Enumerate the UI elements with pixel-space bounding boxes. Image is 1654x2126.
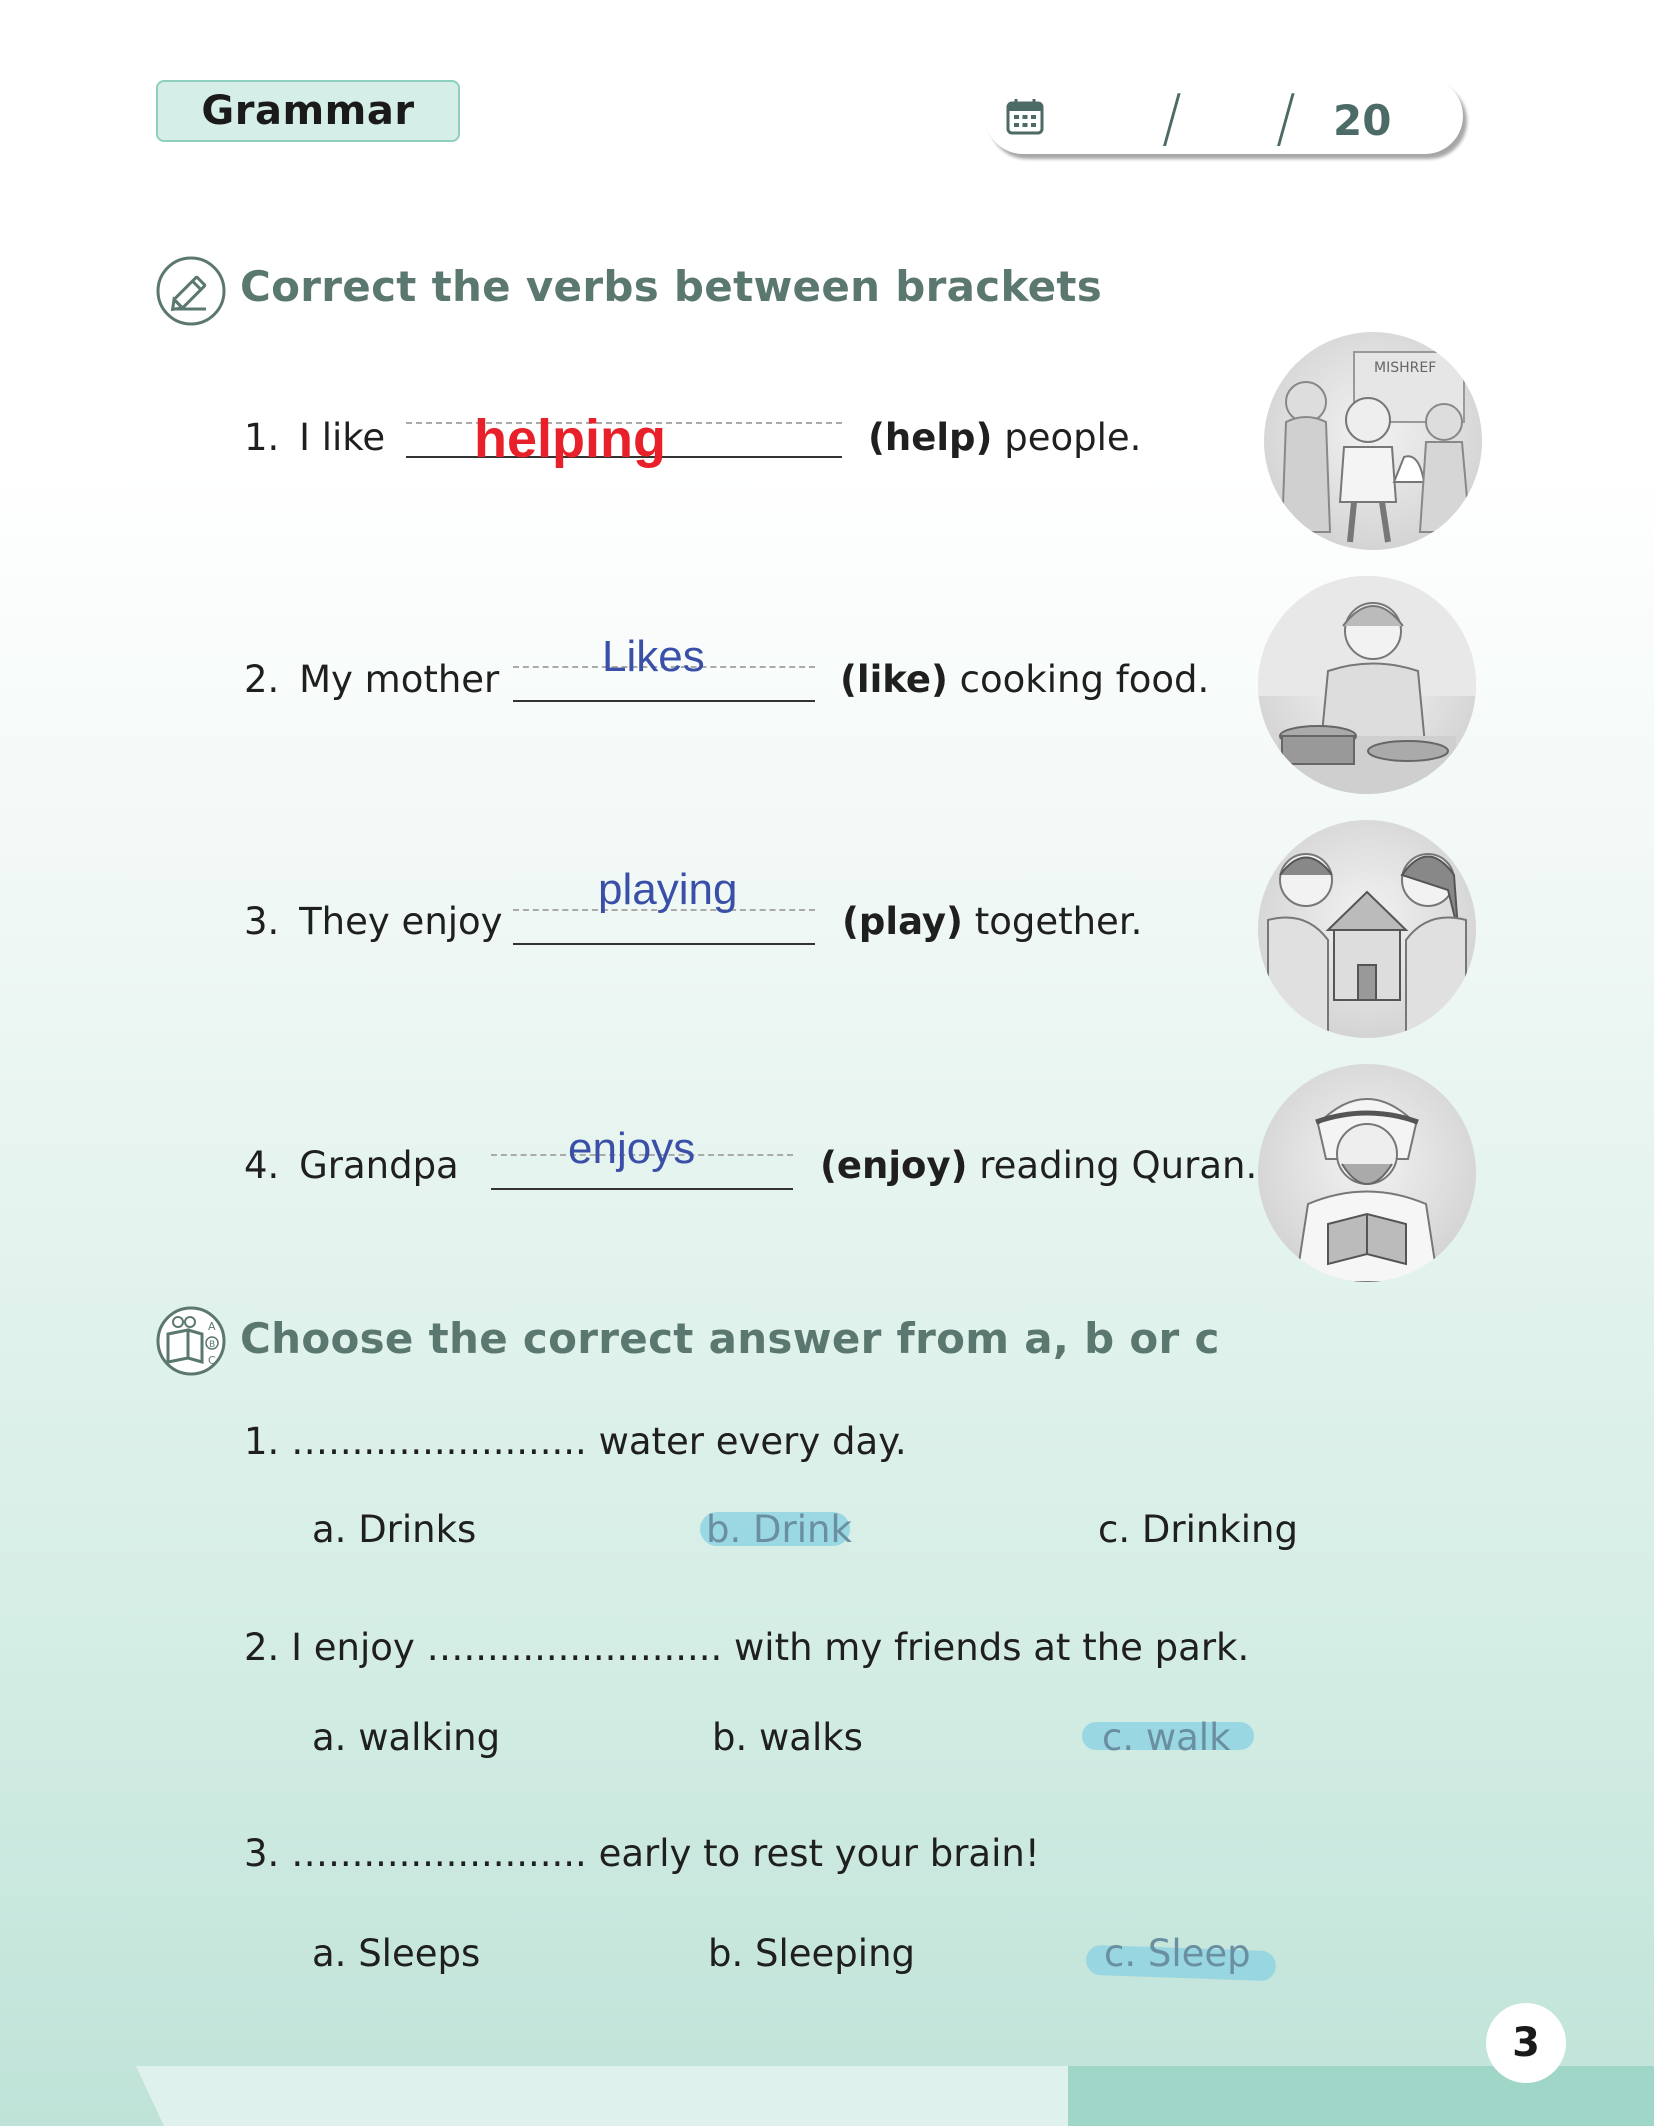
illustration-boy-helping (1264, 332, 1482, 550)
pencil-icon (156, 256, 226, 326)
exercise-a-row-1 (244, 416, 385, 459)
option-2c[interactable]: c. walk (1102, 1716, 1231, 1759)
section-b-title: Choose the correct answer from a, b or c (240, 1314, 1220, 1363)
book-abc-icon (156, 1306, 226, 1376)
exercise-a-row-3-end (842, 900, 1142, 943)
option-3b[interactable]: b. Sleeping (708, 1932, 916, 1975)
option-3c[interactable]: c. Sleep (1104, 1932, 1251, 1975)
svg-text:C: C (208, 1354, 216, 1367)
sentence-end: cooking food. (959, 658, 1210, 701)
option-3a[interactable]: a. Sleeps (312, 1932, 481, 1975)
footer-band-right (1068, 2066, 1654, 2126)
answer-4: enjoys (568, 1124, 696, 1173)
page-number: 3 (1486, 2003, 1566, 2083)
question-2: 2. I enjoy …...................... with my friends at the park. (244, 1626, 1250, 1669)
question-1: 1. …...................... water every day. (244, 1420, 907, 1463)
exercise-a-row-4 (244, 1144, 459, 1187)
illustration-mother-cooking (1258, 576, 1476, 794)
option-1a[interactable]: a. Drinks (312, 1508, 477, 1551)
svg-text:B: B (209, 1340, 216, 1350)
calendar-icon (1005, 96, 1045, 136)
illustration-children-playing (1258, 820, 1476, 1038)
option-2a[interactable]: a. walking (312, 1716, 501, 1759)
item-number: 4. (244, 1144, 280, 1187)
item-number: 2. (244, 658, 280, 701)
date-slash-2: / (1276, 82, 1296, 156)
answer-1: helping (474, 409, 666, 469)
verb-hint: (help) (868, 416, 993, 459)
sentence-start: They enjoy (299, 900, 503, 943)
answer-2: Likes (602, 632, 705, 681)
svg-text:A: A (208, 1320, 216, 1333)
exercise-a-row-2-end (840, 658, 1209, 701)
exercise-a-row-2 (244, 658, 499, 701)
item-number: 3. (244, 900, 280, 943)
score-total: 20 (1333, 96, 1392, 145)
question-3: 3. …...................... early to rest your brain! (244, 1832, 1040, 1875)
date-slash-1: / (1162, 82, 1182, 156)
exercise-a-row-4-end (820, 1144, 1257, 1187)
option-1b[interactable]: b. Drink (706, 1508, 852, 1551)
date-score-box (985, 78, 1463, 154)
section-a-title: Correct the verbs between brackets (240, 262, 1103, 311)
grammar-tag: Grammar (156, 80, 460, 142)
illustration-grandpa-reading (1258, 1064, 1476, 1282)
option-2b[interactable]: b. walks (712, 1716, 863, 1759)
verb-hint: (play) (842, 900, 963, 943)
exercise-a-row-1-end (868, 416, 1141, 459)
verb-hint: (enjoy) (820, 1144, 968, 1187)
sentence-end: reading Quran. (979, 1144, 1258, 1187)
sentence-end: together. (974, 900, 1143, 943)
exercise-a-row-3 (244, 900, 503, 943)
item-number: 1. (244, 416, 280, 459)
sentence-start: I like (299, 416, 386, 459)
footer-band-left (136, 2066, 1068, 2126)
sign-text: MISHREF (1374, 360, 1437, 376)
option-1c[interactable]: c. Drinking (1098, 1508, 1298, 1551)
answer-3: playing (598, 865, 738, 914)
sentence-start: Grandpa (299, 1144, 459, 1187)
sentence-start: My mother (299, 658, 500, 701)
verb-hint: (like) (840, 658, 948, 701)
sentence-end: people. (1004, 416, 1142, 459)
